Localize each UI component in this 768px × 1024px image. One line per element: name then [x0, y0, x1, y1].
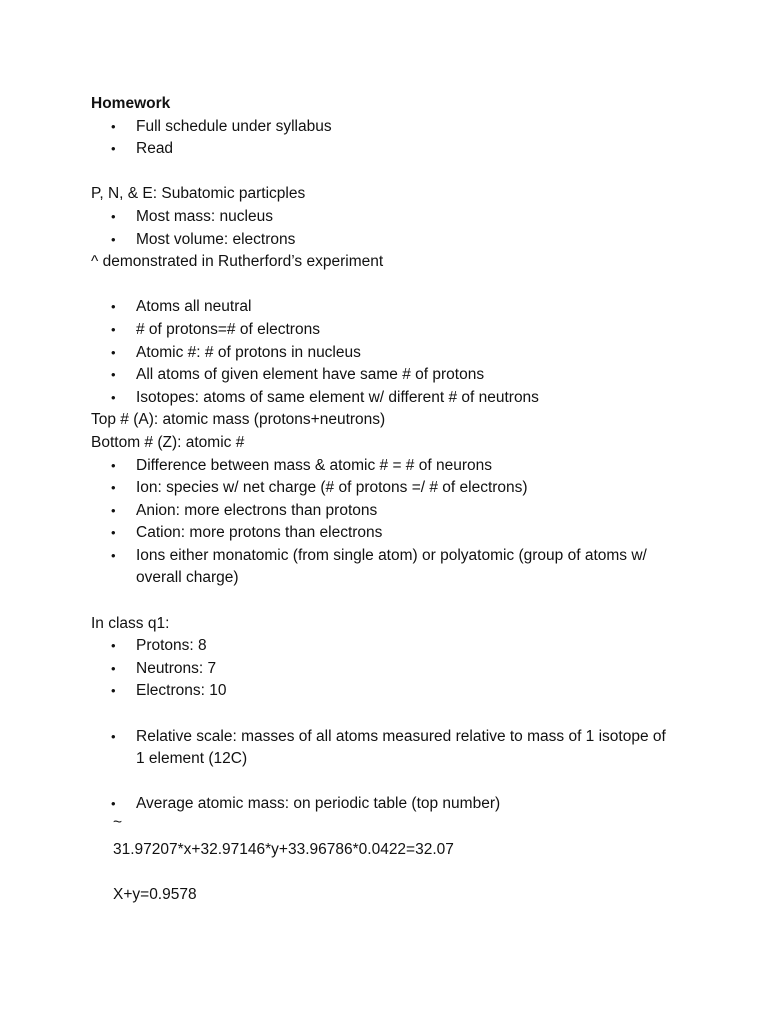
list-item: • Ions either monatomic (from single atom) or polyatomic (group of atoms w/ overall charge)	[111, 546, 647, 587]
list-item: • Ion: species w/ net charge (# of protons =/ # of electrons)	[91, 477, 691, 500]
list-item: • Electrons: 10	[91, 680, 691, 703]
list-item: • Average atomic mass: on periodic table (top number)	[91, 793, 691, 816]
rutherford-note: ^ demonstrated in Rutherford’s experiment	[91, 253, 384, 271]
tilde-mark: ~	[113, 814, 123, 831]
list-item: • Atoms all neutral	[91, 296, 691, 319]
bullet-icon: •	[111, 728, 116, 744]
mass-equation: 31.97207*x+32.97146*y+33.96786*0.0422=32.07	[113, 840, 454, 858]
bullet-icon: •	[111, 321, 116, 337]
inclass-heading: In class q1:	[91, 614, 170, 632]
bullet-icon: •	[111, 231, 116, 247]
list-item: • Most volume: electrons	[91, 229, 691, 252]
bullet-icon: •	[111, 683, 116, 699]
relative-list	[91, 726, 691, 771]
bullet-icon: •	[111, 208, 116, 224]
spacer	[91, 590, 691, 613]
bullet-icon: •	[111, 389, 116, 405]
bullet-icon: •	[111, 457, 116, 473]
ions-list	[91, 455, 691, 591]
list-item: • Full schedule under syllabus	[91, 116, 691, 139]
list-item: • Neutrons: 7	[91, 658, 691, 681]
spacer	[91, 161, 691, 184]
spacer	[91, 861, 691, 884]
list-item: • Anion: more electrons than protons	[91, 500, 691, 523]
list-item: • Most mass: nucleus	[91, 206, 691, 229]
bullet-icon: •	[111, 299, 116, 315]
bullet-icon: •	[111, 525, 116, 541]
list-item: • # of protons=# of electrons	[91, 319, 691, 342]
homework-heading: Homework	[91, 95, 171, 112]
list-item: • All atoms of given element have same # of protons	[91, 364, 691, 387]
bullet-icon: •	[111, 660, 116, 676]
bullet-icon: •	[111, 141, 116, 157]
inclass-list	[91, 635, 691, 703]
list-item: • Isotopes: atoms of same element w/ different # of neutrons	[91, 387, 691, 410]
subatomic-heading: P, N, & E: Subatomic particples	[91, 185, 306, 203]
bullet-icon: •	[111, 502, 116, 518]
spacer	[91, 274, 691, 297]
bullet-icon: •	[111, 344, 116, 360]
bullet-icon: •	[111, 638, 116, 654]
sum-equation: X+y=0.9578	[113, 885, 197, 903]
atoms-list	[91, 296, 691, 409]
list-item: • Difference between mass & atomic # = # of neurons	[91, 455, 691, 478]
notes-page	[91, 93, 691, 906]
spacer	[91, 703, 691, 726]
bullet-icon: •	[111, 367, 116, 383]
bullet-icon: •	[111, 118, 116, 134]
average-list	[91, 793, 691, 816]
list-item: • Read	[91, 138, 691, 161]
list-item: • Cation: more protons than electrons	[91, 522, 691, 545]
list-item: • Relative scale: masses of all atoms measured relative to mass of 1 isotope of 1 element (12C)	[111, 727, 666, 768]
subatomic-list	[91, 206, 691, 251]
bottom-number-line: Bottom # (Z): atomic #	[91, 433, 245, 451]
bullet-icon: •	[111, 547, 116, 563]
bullet-icon: •	[111, 796, 116, 812]
homework-list	[91, 116, 691, 161]
list-item: • Protons: 8	[91, 635, 691, 658]
bullet-icon: •	[111, 480, 116, 496]
top-number-line: Top # (A): atomic mass (protons+neutrons)	[91, 411, 386, 429]
spacer	[91, 771, 691, 794]
list-item: • Atomic #: # of protons in nucleus	[91, 342, 691, 365]
